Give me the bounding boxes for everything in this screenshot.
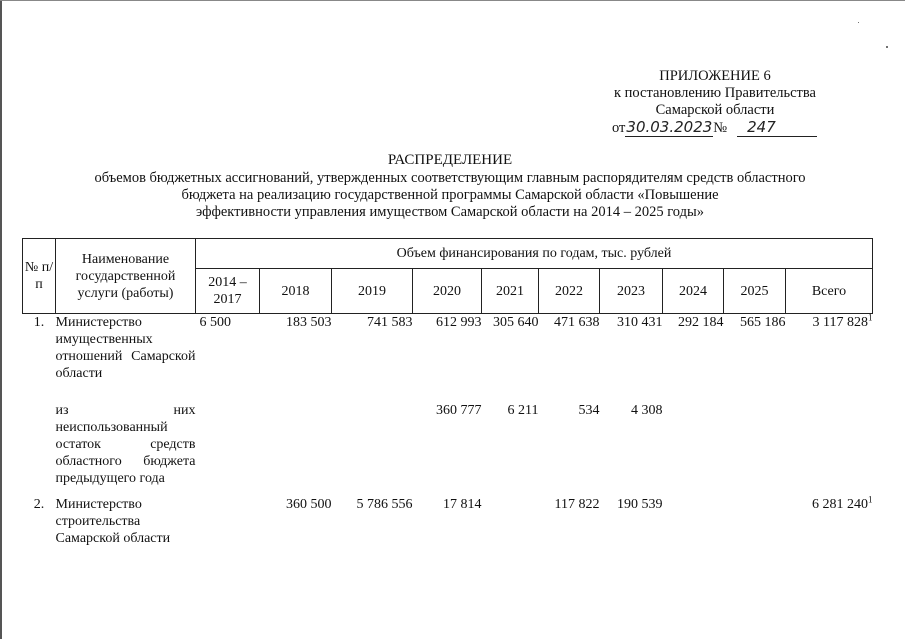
value-cell <box>196 496 260 556</box>
title-heading: РАСПРЕДЕЛЕНИЕ <box>387 152 513 168</box>
total-cell <box>786 496 873 556</box>
value-cell: 612 993 <box>436 315 482 330</box>
appendix-line-3: Самарской области <box>655 102 775 118</box>
title-line-1: объемов бюджетных ассигнований, утвержденных соответствующим главным распорядителям средств областного <box>94 170 806 186</box>
row-name: из них неиспользованный остаток средств областного бюджета предыдущего года <box>55 403 196 486</box>
value-cell: 310 431 <box>617 315 663 330</box>
row-name: Министерство строительства Самарской области <box>55 497 171 546</box>
number-sign: № <box>713 120 728 136</box>
value-cell: 360 500 <box>286 497 332 512</box>
table-row <box>23 402 873 496</box>
value-cell: 183 503 <box>286 315 332 330</box>
header-funding: Объем финансирования по годам, тыс. рублей <box>196 239 873 269</box>
footnote-mark: 1 <box>868 312 873 323</box>
value-cell: 190 539 <box>617 497 663 512</box>
year-header: 2019 <box>332 269 413 314</box>
year-header: 2023 <box>600 269 663 314</box>
value-cell: 534 <box>578 403 600 418</box>
value-cell: 292 184 <box>678 315 724 330</box>
handwritten-number: 247 <box>737 119 817 137</box>
year-header: 2022 <box>539 269 600 314</box>
handwritten-date: 30.03.2023 <box>626 118 713 136</box>
value-cell <box>196 402 260 496</box>
document-title <box>60 152 840 221</box>
signature-prefix: от <box>612 120 626 136</box>
signature-line <box>600 119 830 137</box>
value-cell <box>482 496 539 556</box>
value-cell <box>260 402 332 496</box>
total-cell <box>786 402 873 496</box>
table-row <box>23 496 873 556</box>
value-cell: 471 638 <box>554 315 600 330</box>
title-line-2: бюджета на реализацию государственной программы Самарской области «Повышение <box>181 187 719 203</box>
header-num: № п/п <box>23 239 56 314</box>
value-cell: 6 500 <box>199 315 231 330</box>
scan-speck <box>858 22 859 23</box>
page-edge-left <box>0 0 2 639</box>
value-cell: 17 814 <box>443 497 482 512</box>
total-header: Всего <box>786 269 873 314</box>
year-header: 2018 <box>260 269 332 314</box>
table-row <box>23 314 873 403</box>
year-header: 2024 <box>663 269 724 314</box>
appendix-title: ПРИЛОЖЕНИЕ 6 <box>659 68 771 84</box>
row-name: Министерство имущественных отношений Самарской области <box>55 315 196 381</box>
header-name: Наименование государственной услуги (работы) <box>56 239 196 314</box>
year-header: 2025 <box>724 269 786 314</box>
total-cell <box>786 314 873 403</box>
value-cell: 6 211 <box>507 403 539 418</box>
scan-speck <box>886 46 888 48</box>
row-number: 2. <box>33 497 45 512</box>
year-header: 2014 – 2017 <box>196 269 260 314</box>
total-value: 6 281 240 <box>812 497 868 512</box>
footnote-mark: 1 <box>868 494 873 505</box>
appendix-block <box>600 68 830 137</box>
value-cell: 305 640 <box>493 315 539 330</box>
value-cell <box>724 496 786 556</box>
appendix-line-2: к постановлению Правительства <box>614 85 816 101</box>
value-cell: 117 822 <box>554 497 600 512</box>
row-number: 1. <box>33 315 45 330</box>
page-edge-top <box>0 0 905 1</box>
value-cell <box>663 402 724 496</box>
year-header: 2020 <box>413 269 482 314</box>
value-cell: 5 786 556 <box>356 497 413 512</box>
year-header: 2021 <box>482 269 539 314</box>
value-cell: 4 308 <box>631 403 663 418</box>
title-line-3: эффективности управления имуществом Самарской области на 2014 – 2025 годы» <box>196 204 704 220</box>
row-number <box>23 402 56 496</box>
value-cell: 360 777 <box>436 403 482 418</box>
total-value: 3 117 828 <box>812 315 868 330</box>
value-cell <box>332 402 413 496</box>
value-cell: 741 583 <box>367 315 413 330</box>
funding-table <box>22 238 873 556</box>
value-cell <box>724 402 786 496</box>
value-cell: 565 186 <box>740 315 786 330</box>
value-cell <box>663 496 724 556</box>
